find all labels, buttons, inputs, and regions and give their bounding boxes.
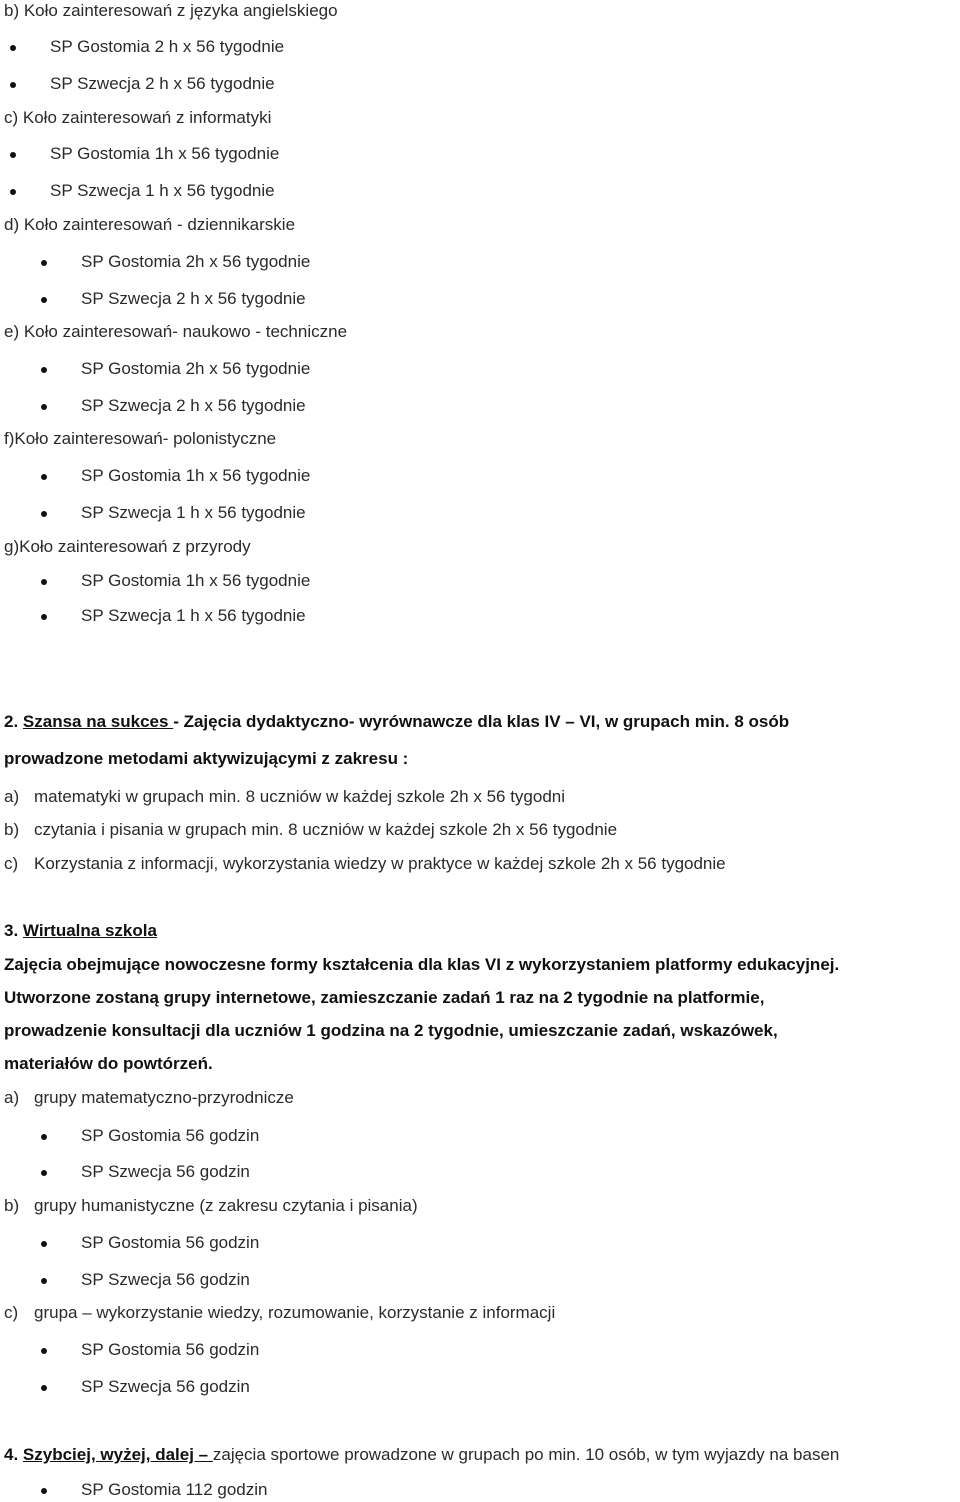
section-title: Wirtualna szkola — [22, 921, 157, 940]
list-item: SP Gostomia 2h x 56 tygodnie — [81, 251, 310, 273]
bullet-icon — [41, 511, 47, 517]
section-number: 2. — [4, 712, 19, 731]
bullet-icon — [41, 579, 47, 585]
group-heading-a: a) grupy matematyczno-przyrodnicze — [4, 1088, 294, 1107]
bullet-icon — [41, 474, 47, 480]
paragraph: prowadzenie konsultacji dla uczniów 1 godzina na 2 tygodnie, umieszczanie zadań, wskazówek, — [4, 1021, 778, 1040]
section-4-heading: 4. Szybciej, wyżej, dalej – zajęcia sportowe prowadzone w grupach po min. 10 osób, w tym wyjazdy na basen — [4, 1445, 840, 1464]
bullet-icon — [41, 1348, 47, 1354]
list-item: c) Korzystania z informacji, wykorzystania wiedzy w praktyce w każdej szkole 2h x 56 tygodnie — [4, 854, 726, 873]
heading-d-journalism: d) Koło zainteresowań - dziennikarskie — [4, 215, 296, 234]
bullet-icon — [10, 45, 16, 51]
bullet-icon — [41, 1278, 47, 1284]
heading-b-english: b) Koło zainteresowań z języka angielskiego — [4, 1, 338, 20]
list-item: SP Gostomia 2h x 56 tygodnie — [81, 358, 310, 380]
paragraph: Utworzone zostaną grupy internetowe, zamieszczanie zadań 1 raz na 2 tygodnie na platformie, — [4, 988, 765, 1007]
section-description: zajęcia sportowe prowadzone w grupach po min. 10 osób, w tym wyjazdy na basen — [212, 1445, 840, 1464]
list-item: SP Gostomia 1h x 56 tygodnie — [50, 143, 279, 165]
heading-e-science: e) Koło zainteresowań- naukowo - techniczne — [4, 322, 348, 341]
list-item: b) czytania i pisania w grupach min. 8 uczniów w każdej szkole 2h x 56 tygodnie — [4, 820, 618, 839]
bullet-icon — [41, 614, 47, 620]
list-item: SP Gostomia 112 godzin — [81, 1479, 268, 1501]
bullet-icon — [41, 367, 47, 373]
bullet-icon — [10, 189, 16, 195]
list-item: SP Szwecja 1 h x 56 tygodnie — [81, 605, 306, 627]
group-heading-b: b) grupy humanistyczne (z zakresu czytania i pisania) — [4, 1196, 418, 1215]
heading-g-nature: g)Koło zainteresowań z przyrody — [4, 537, 251, 556]
list-item: SP Gostomia 2 h x 56 tygodnie — [50, 36, 284, 58]
paragraph: Zajęcia obejmujące nowoczesne formy kształcenia dla klas VI z wykorzystaniem platformy edukacyjnej. — [4, 955, 840, 974]
heading-f-polish: f)Koło zainteresowań- polonistyczne — [4, 429, 277, 448]
section-title: Szansa na sukces — [22, 712, 174, 731]
list-item: SP Szwecja 56 godzin — [81, 1376, 250, 1398]
section-number: 3. — [4, 921, 19, 940]
group-heading-c: c) grupa – wykorzystanie wiedzy, rozumowanie, korzystanie z informacji — [4, 1303, 556, 1322]
bullet-icon — [41, 404, 47, 410]
list-item: SP Szwecja 2 h x 56 tygodnie — [81, 395, 306, 417]
bullet-icon — [41, 1385, 47, 1391]
section-description: Zajęcia dydaktyczno- wyrównawcze dla klas IV – VI, w grupach min. 8 osób — [183, 712, 790, 731]
bullet-icon — [41, 1134, 47, 1140]
list-item: SP Szwecja 2 h x 56 tygodnie — [81, 288, 306, 310]
list-item: SP Szwecja 1 h x 56 tygodnie — [50, 180, 275, 202]
bullet-icon — [41, 1241, 47, 1247]
bullet-icon — [41, 260, 47, 266]
list-item: SP Gostomia 1h x 56 tygodnie — [81, 465, 310, 487]
bullet-icon — [41, 1170, 47, 1176]
bullet-icon — [10, 152, 16, 158]
list-item: a) matematyki w grupach min. 8 uczniów w każdej szkole 2h x 56 tygodni — [4, 787, 566, 806]
list-item: SP Szwecja 1 h x 56 tygodnie — [81, 502, 306, 524]
list-item: SP Gostomia 56 godzin — [81, 1232, 259, 1254]
section-title: Szybciej, wyżej, dalej — [22, 1445, 199, 1464]
bullet-icon — [10, 82, 16, 88]
bullet-icon — [41, 297, 47, 303]
section-number: 4. — [4, 1445, 19, 1464]
section-2-description-cont: prowadzone metodami aktywizującymi z zakresu : — [4, 749, 409, 768]
list-item: SP Gostomia 56 godzin — [81, 1339, 259, 1361]
list-item: SP Szwecja 56 godzin — [81, 1161, 250, 1183]
list-item: SP Gostomia 56 godzin — [81, 1125, 259, 1147]
bullet-icon — [41, 1488, 47, 1494]
list-item: SP Gostomia 1h x 56 tygodnie — [81, 570, 310, 592]
heading-c-informatics: c) Koło zainteresowań z informatyki — [4, 108, 272, 127]
list-item: SP Szwecja 56 godzin — [81, 1269, 250, 1291]
section-3-heading — [4, 920, 157, 942]
paragraph: materiałów do powtórzeń. — [4, 1054, 213, 1073]
section-2-heading: 2. Szansa na sukces - Zajęcia dydaktyczno- wyrównawcze dla klas IV – VI, w grupach min. 8 osób — [4, 712, 790, 731]
list-item: SP Szwecja 2 h x 56 tygodnie — [50, 73, 275, 95]
